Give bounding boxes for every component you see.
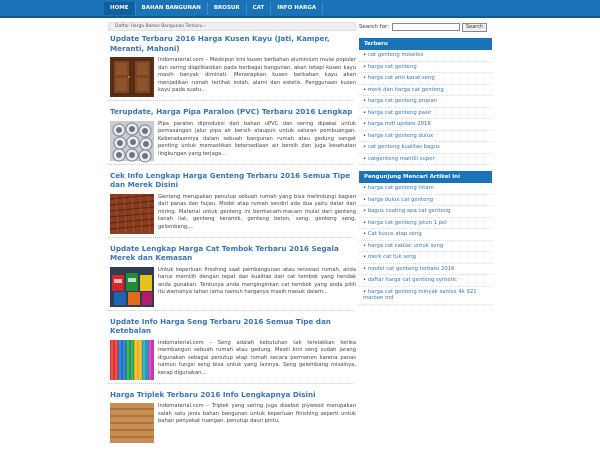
list-item[interactable]: • catgenteng mantili super: [359, 154, 492, 166]
nav-bahan-bangunan[interactable]: BAHAN BANGUNAN: [136, 2, 208, 15]
list-item[interactable]: • harga cat cablac untuk seng: [359, 241, 492, 253]
post-excerpt: Indomaterial.com – Meskipun kini kusen berbahan aluminium mulai populer dan sering diaplikasikan pada berbagai bangunan, akan tetapi kusen kayu masih banyak diminati. Menerapkan kusen berbahan kayu akan menjadikan rumah terlihat indah, alami dan estetis. Penggunaan kusen kayu pada suatu...: [158, 57, 356, 93]
post-title-link[interactable]: Update Info Harga Seng Terbaru 2016 Semua Tipe dan Ketebalan: [110, 316, 331, 335]
post-excerpt: Genteng merupakan penutup sebuah rumah yang bisa melindungi bagian dari panas dan hujan. Model atap rumah sendiri ada dua yaitu datar dan miring. Material untuk genteng ini bermacam-macam mulai dari genteng tanah liat, genteng keramik, genteng beton, seng, genteng seng, gelombang,...: [158, 193, 356, 230]
post-title-link[interactable]: Update Lengkap Harga Cat Tembok Terbaru 2016 Segala Merek dan Kemasan: [110, 243, 339, 262]
list-item[interactable]: • harga mdf update 2016: [359, 119, 492, 131]
post-excerpt: Indomaterial.com – Seng adalah kebutuhan tak terelakkan ketika membangun sebuah rumah atau gedung. Meski kini seng sudah jarang digunakan sebagai penutup atap rumah secara permanen karena panas namun fungsi seng bisa untuk yang lainnya. Seng gelombang misalnya, kerap digunakan...: [158, 339, 356, 376]
nav-home[interactable]: HOME: [104, 2, 136, 15]
list-item[interactable]: • model cat genteng terbaru 2016: [359, 264, 492, 276]
post-title-link[interactable]: Cek Info Lengkap Harga Genteng Terbaru 2016 Semua Tipe dan Merek Disini: [110, 170, 351, 189]
list-item[interactable]: • cat genteng kualitas bagus: [359, 142, 492, 154]
search-form: [359, 22, 492, 32]
post-item: [108, 390, 358, 444]
post-title-link[interactable]: Harga Triplek Terbaru 2016 Info Lengkapnya Disini: [110, 389, 316, 399]
pvc-pipes-thumbnail[interactable]: [110, 121, 154, 161]
list-item[interactable]: • bagus coating apa cat genteng: [359, 206, 492, 218]
post-excerpt: Pipa paralon diproduksi dari bahan uPVC dan sering dipakai untuk pemasangan jalur pipa air bersih ataupun untuk saluran pembuangan. Keberadaannya dalam sebuah bangunan rumah atau gedung sangat penting untuk memastikan ketersediaan air bersih dan juga kesehatan lingkungan yang terjaga...: [158, 120, 356, 157]
search-terms-list: [359, 183, 492, 305]
recent-posts-list: [359, 50, 492, 165]
nav-info-harga[interactable]: INFO HARGA: [271, 2, 323, 15]
list-item[interactable]: • merk dan harga cat genteng: [359, 85, 492, 97]
list-item[interactable]: • harga cat genteng: [359, 62, 492, 74]
post-title-link[interactable]: Terupdate, Harga Pipa Paralon (PVC) Terbaru 2016 Lengkap: [110, 107, 353, 116]
list-item[interactable]: • harga cat genteng minyak sanlex 4k 921 maroon md: [359, 287, 492, 305]
list-item[interactable]: • daftar harga cat genteng syntetic: [359, 275, 492, 287]
widget-title-search-terms: Pengunjung Mencari Artikel Ini: [359, 171, 492, 183]
list-item[interactable]: • Cat kusus atap seng: [359, 229, 492, 241]
widget-title-terbaru: Terbaru: [359, 38, 492, 50]
list-item[interactable]: • merk cat tuk seng: [359, 252, 492, 264]
top-navigation-bar: [0, 0, 600, 18]
post-item: [108, 107, 358, 165]
list-item[interactable]: • harga cat genteng jotun 1 pel: [359, 218, 492, 230]
paint-cans-thumbnail[interactable]: [110, 267, 154, 307]
roof-tiles-thumbnail[interactable]: [110, 194, 154, 234]
nav-cat[interactable]: CAT: [247, 2, 272, 15]
page-container: [104, 18, 496, 424]
main-nav: [104, 2, 323, 15]
sidebar: [359, 22, 492, 305]
post-item: [108, 317, 358, 384]
wooden-door-thumbnail[interactable]: [110, 57, 154, 97]
list-item[interactable]: • harga dulux cat genteng: [359, 195, 492, 207]
list-item[interactable]: • harga cat genteng propan: [359, 96, 492, 108]
list-item[interactable]: • harga cat genteng pasir: [359, 108, 492, 120]
list-item[interactable]: • harga cat genteng hitam: [359, 183, 492, 195]
post-title-link[interactable]: Update Terbaru 2016 Harga Kusen Kayu (Jati, Kamper, Meranti, Mahoni): [110, 34, 330, 53]
search-input[interactable]: [392, 23, 460, 31]
list-item[interactable]: • harga cat genteng dulux: [359, 131, 492, 143]
nav-brosur[interactable]: BROSUR: [208, 2, 247, 15]
search-label: Search for:: [359, 24, 389, 30]
post-excerpt: Indomaterial.com – Triplek yang sering juga disebut plywood merupakan salah satu jenis bahan bangunan untuk keperluan finishing seperti untuk bahan penyekat ruangan, penutup daun pintu,: [158, 403, 356, 424]
list-item[interactable]: • harga cat anti karat seng: [359, 73, 492, 85]
search-button[interactable]: Search: [462, 23, 487, 32]
plywood-thumbnail[interactable]: [110, 403, 154, 443]
main-content: [108, 22, 358, 449]
breadcrumb[interactable]: Daftar Harga Bahan Bangunan Terbaru ›: [108, 22, 356, 31]
post-item: [108, 244, 358, 311]
post-item: [108, 34, 358, 101]
zinc-sheets-thumbnail[interactable]: [110, 340, 154, 380]
list-item[interactable]: • cat genteng mowilex: [359, 50, 492, 62]
post-item: [108, 171, 358, 238]
post-excerpt: Untuk keperluan finishing saat pembangunan atau renovasi rumah, anda harus memilih dengan tepat dan kualitas dari cat tembok yang hendak anda gunakan. Tentunya anda menginginkan cat tembok yang anda pilih itu warnanya tahan lama namun harganya masih masuk dalam...: [158, 266, 356, 295]
